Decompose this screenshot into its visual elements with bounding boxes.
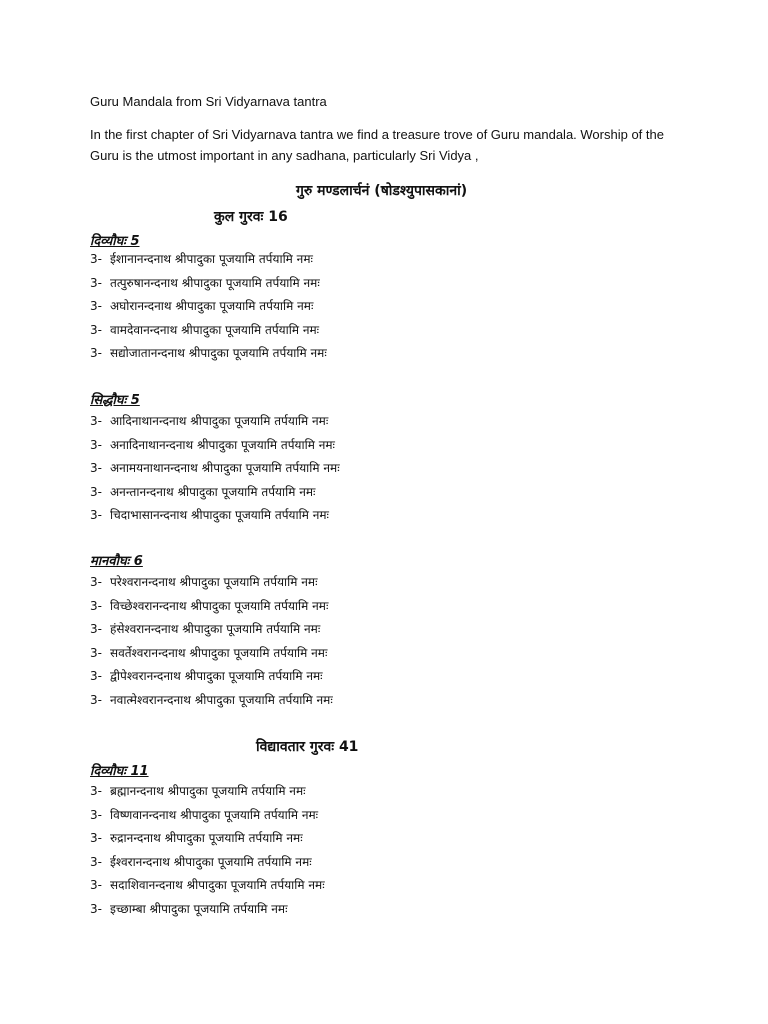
line-number: 3- [90, 299, 102, 313]
line-number: 3- [90, 437, 102, 452]
line-number: 3- [90, 252, 102, 266]
mantra-text: सदाशिवानन्दनाथ श्रीपादुका पूजयामि तर्पयामि नमः [110, 878, 325, 892]
line-number: 3- [90, 322, 102, 337]
mantra-text: अनन्तानन्दनाथ श्रीपादुका पूजयामि तर्पयामि नमः [110, 484, 316, 499]
line-number: 3- [90, 784, 102, 798]
line-number: 3- [90, 645, 102, 660]
line-number: 3- [90, 484, 102, 499]
document-title: Guru Mandala from Sri Vidyarnava tantra [90, 94, 327, 109]
list-item [90, 665, 333, 689]
list-item [90, 457, 340, 481]
siddhaugha-heading: सिद्धौघः 5 [90, 393, 140, 408]
line-number: 3- [90, 831, 102, 845]
line-number: 3- [90, 461, 102, 475]
list-item [90, 898, 325, 922]
siddhaugha-list [90, 410, 340, 528]
line-number: 3- [90, 622, 102, 636]
list-item [90, 410, 340, 434]
line-number: 3- [90, 878, 102, 892]
mantra-text: ईश्वरानन्दनाथ श्रीपादुका पूजयामि तर्पयामि नमः [110, 854, 312, 869]
list-item [90, 804, 325, 828]
mantra-text: अनादिनाथानन्दनाथ श्रीपादुका पूजयामि तर्पयामि नमः [110, 437, 335, 452]
mantra-text: ईशानानन्दनाथ श्रीपादुका पूजयामि तर्पयामि नमः [110, 252, 313, 266]
line-number: 3- [90, 508, 102, 522]
line-number: 3- [90, 901, 102, 916]
mantra-text: ब्रह्मानन्दनाथ श्रीपादुका पूजयामि तर्पयामि नमः [110, 784, 306, 798]
list-item [90, 618, 333, 642]
mantra-text: सवर्तेश्वरानन्दनाथ श्रीपादुका पूजयामि तर्पयामि नमः [110, 645, 328, 660]
kula-guru-heading: कुल गुरवः 16 [214, 209, 288, 225]
line-number: 3- [90, 692, 102, 707]
divyaugha-list [90, 248, 327, 366]
mantra-text: हंसेश्वरानन्दनाथ श्रीपादुका पूजयामि तर्पयामि नमः [110, 622, 321, 636]
line-number: 3- [90, 669, 102, 683]
mantra-text: अनामयनाथानन्दनाथ श्रीपादुका पूजयामि तर्पयामि नमः [110, 461, 340, 475]
list-item [90, 248, 327, 272]
list-item [90, 272, 327, 296]
mantra-text: परेश्वरानन्दनाथ श्रीपादुका पूजयामि तर्पयामि नमः [110, 575, 318, 589]
manavaugha-list [90, 571, 333, 712]
mantra-text: वामदेवानन्दनाथ श्रीपादुका पूजयामि तर्पयामि नमः [110, 322, 320, 337]
mantra-text: रुद्रानन्दनाथ श्रीपादुका पूजयामि तर्पयामि नमः [110, 831, 303, 845]
line-number: 3- [90, 807, 102, 822]
mantra-text: विच्छेश्वरानन्दनाथ श्रीपादुका पूजयामि तर्पयामि नमः [110, 598, 329, 613]
list-item [90, 342, 327, 366]
mantra-text: इच्छाम्बा श्रीपादुका पूजयामि तर्पयामि नमः [110, 901, 288, 916]
list-item [90, 851, 325, 875]
list-item [90, 827, 325, 851]
list-item [90, 295, 327, 319]
list-item [90, 481, 340, 505]
list-item [90, 504, 340, 528]
main-heading: गुरु मण्डलार्चनं (षोडश्युपासकानां) [296, 183, 468, 199]
list-item [90, 780, 325, 804]
vidyavatara-divyaugha-list [90, 780, 325, 921]
intro-paragraph: In the first chapter of Sri Vidyarnava tantra we find a treasure trove of Guru mandala. Worship of the Guru is the utmost important in any sadhana, particularly Sri Vidya , [90, 127, 664, 163]
list-item [90, 319, 327, 343]
list-item [90, 689, 333, 713]
list-item [90, 434, 340, 458]
list-item [90, 642, 333, 666]
mantra-text: विष्णवानन्दनाथ श्रीपादुका पूजयामि तर्पयामि नमः [110, 807, 319, 822]
list-item [90, 595, 333, 619]
line-number: 3- [90, 598, 102, 613]
mantra-text: द्वीपेश्वरानन्दनाथ श्रीपादुका पूजयामि तर्पयामि नमः [110, 669, 323, 683]
line-number: 3- [90, 346, 102, 360]
divyaugha-heading: दिव्यौघः 5 [90, 234, 140, 249]
manavaugha-heading: मानवौघः 6 [90, 554, 143, 569]
list-item [90, 571, 333, 595]
mantra-text: नवात्मेश्वरानन्दनाथ श्रीपादुका पूजयामि तर्पयामि नमः [110, 692, 333, 707]
mantra-text: चिदाभासानन्दनाथ श्रीपादुका पूजयामि तर्पयामि नमः [110, 508, 329, 522]
line-number: 3- [90, 275, 102, 290]
line-number: 3- [90, 575, 102, 589]
vidyavatara-divyaugha-heading: दिव्यौघः 11 [90, 764, 149, 779]
mantra-text: अघोरानन्दनाथ श्रीपादुका पूजयामि तर्पयामि नमः [110, 299, 314, 313]
mantra-text: तत्पुरुषानन्दनाथ श्रीपादुका पूजयामि तर्पयामि नमः [110, 275, 320, 290]
vidyavatara-guru-heading: विद्यावतार गुरवः 41 [256, 739, 359, 755]
line-number: 3- [90, 414, 102, 428]
mantra-text: आदिनाथानन्दनाथ श्रीपादुका पूजयामि तर्पयामि नमः [110, 414, 329, 428]
line-number: 3- [90, 854, 102, 869]
list-item [90, 874, 325, 898]
mantra-text: सद्योजातानन्दनाथ श्रीपादुका पूजयामि तर्पयामि नमः [110, 346, 327, 360]
